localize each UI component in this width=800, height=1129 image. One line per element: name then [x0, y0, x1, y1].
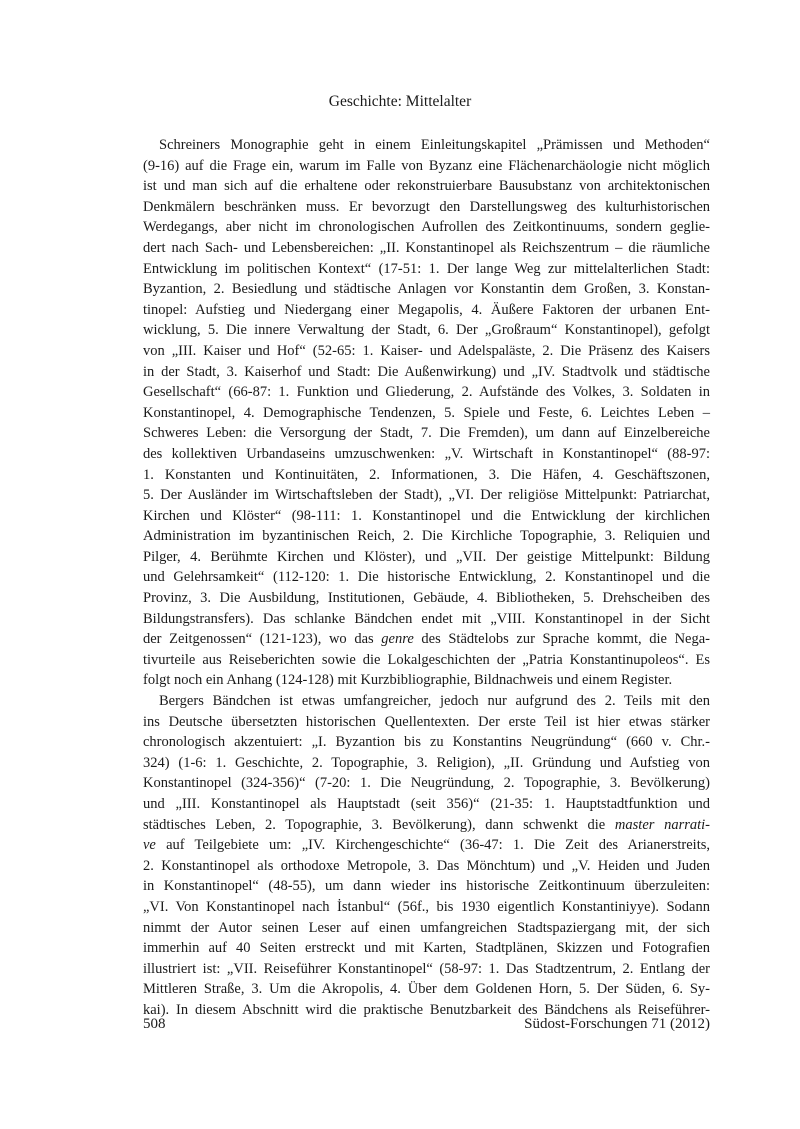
text-line: in Konstantinopel“ (48-55), um dann wieder ins historische Zeitkontinuum überzuleiten:: [143, 878, 710, 895]
text-line: ve auf Teilgebiete um: „IV. Kirchengeschichte“ (36-47: 1. Die Zeit des Arianerstreits,: [143, 837, 710, 854]
text-line: Byzantion, 2. Besiedlung und städtische Anlagen vor Konstantin dem Großen, 3. Konstan-: [143, 281, 710, 298]
text-line: Provinz, 3. Die Ausbildung, Institutionen, Gebäude, 4. Bibliotheken, 5. Drehscheiben des: [143, 590, 710, 607]
text-line: „VI. Von Konstantinopel nach İstanbul“ (56f., bis 1930 eigentlich Konstantiniyye). Sodann: [143, 898, 710, 915]
text-line: Kirchen und Klöster“ (98-111: 1. Konstantinopel und die Entwicklung der kirchlichen: [143, 507, 710, 524]
text-line: chronologisch akzentuiert: „I. Byzantion bis zu Konstantins Neugründung“ (660 v. Chr.-: [143, 734, 710, 751]
text-line: Mittleren Straße, 3. Um die Akropolis, 4. Über dem Goldenen Horn, 5. Der Süden, 6. Sy-: [143, 981, 710, 998]
text-line: und Gelehrsamkeit“ (112-120: 1. Die historische Entwicklung, 2. Konstantinopel und die: [143, 569, 710, 586]
text-line: Administration im byzantinischen Reich, 2. Die Kirchliche Topographie, 3. Reliquien und: [143, 528, 710, 545]
text-line: tinopel: Aufstieg und Niedergang einer Megapolis, 4. Äußere Faktoren der urbanen Ent-: [143, 301, 710, 318]
text-line: Konstantinopel (324-356)“ (7-20: 1. Die Neugründung, 2. Topographie, 3. Bevölkerung): [143, 775, 710, 792]
text-line: Entwicklung im politischen Kontext“ (17-51: 1. Der lange Weg zur mittelalterlichen Stadt:: [143, 260, 710, 277]
body-text: [143, 135, 710, 1021]
text-line: städtisches Leben, 2. Topographie, 3. Bevölkerung), dann schwenkt die master narrati-: [143, 816, 710, 833]
text-line: 1. Konstanten und Kontinuitäten, 2. Informationen, 3. Die Häfen, 4. Geschäftszonen,: [143, 466, 710, 483]
text-line: nimmt der Autor seinen Leser auf einen umfangreichen Stadtspaziergang mit, der sich: [143, 919, 710, 936]
text-line: 2. Konstantinopel als orthodoxe Metropole, 3. Das Mönchtum) und „V. Heiden und Juden: [143, 857, 710, 874]
text-line: der Zeitgenossen“ (121-123), wo das genre des Städtelobs zur Sprache kommt, die Nega-: [143, 631, 710, 648]
text-line: illustriert ist: „VII. Reiseführer Konstantinopel“ (58-97: 1. Das Stadtzentrum, 2. Entlang der: [143, 960, 710, 977]
text-line: ins Deutsche übersetzten historischen Quellentexten. Der erste Teil ist hier etwas stärker: [143, 713, 710, 730]
text-line: 5. Der Ausländer im Wirtschaftsleben der Stadt), „VI. Der religiöse Mittelpunkt: Patriarchat,: [143, 487, 710, 504]
text-line: Pilger, 4. Berühmte Kirchen und Klöster), und „VII. Der geistige Mittelpunkt: Bildung: [143, 548, 710, 565]
text-line: Denkmälern beschränken muss. Er bevorzugt den Darstellungsweg des kulturhistorischen: [143, 198, 710, 215]
text-line: in der Stadt, 3. Kaiserhof und Stadt: Die Außenwirkung) und „IV. Stadtvolk und städtische: [143, 363, 710, 380]
journal-citation: Südost-Forschungen 71 (2012): [524, 1016, 710, 1032]
text-line: wicklung, 5. Die innere Verwaltung der Stadt, 6. Der „Großraum“ Konstantinopel), gefolgt: [143, 322, 710, 339]
text-line: Gesellschaft“ (66-87: 1. Funktion und Gliederung, 2. Aufstände des Volkes, 3. Soldaten in: [143, 384, 710, 401]
text-line: des kollektiven Urbandaseins umzuschwenken: „V. Wirtschaft in Konstantinopel“ (88-97:: [143, 445, 710, 462]
text-line: immerhin auf 40 Seiten erstreckt und mit Karten, Stadtplänen, Skizzen und Fotografien: [143, 940, 710, 957]
text-line: Schweres Leben: die Versorgung der Stadt, 7. Die Fremden), um dann auf Einzelbereiche: [143, 425, 710, 442]
text-line: tivurteile aus Reiseberichten sowie die Lokalgeschichten der „Patria Konstantinupoleos“. Es: [143, 651, 710, 668]
text-line: und „III. Konstantinopel als Hauptstadt (seit 356)“ (21-35: 1. Hauptstadtfunktion und: [143, 796, 710, 812]
text-line: Schreiners Monographie geht in einem Einleitungskapitel „Prämissen und Methoden“: [159, 137, 710, 153]
text-line: Bildungstransfers). Das schlanke Bändchen endet mit „VIII. Konstantinopel in der Sicht: [143, 610, 710, 627]
text-line: dert nach Sach- und Lebensbereichen: „II. Konstantinopel als Reichszentrum – die räumliche: [143, 239, 710, 256]
text-line: (9-16) auf die Frage ein, warum im Falle von Byzanz eine Flächenarchäologie nicht möglich: [143, 157, 710, 174]
text-line: von „III. Kaiser und Hof“ (52-65: 1. Kaiser- und Adelspaläste, 2. Die Präsenz des Kaisers: [143, 342, 710, 359]
running-head: Geschichte: Mittelalter: [328, 93, 472, 110]
text-line: Werdegangs, aber nicht im chronologischen Aufrollen des Zeitkontinuums, sondern geglie-: [143, 219, 710, 236]
text-line: 324) (1-6: 1. Geschichte, 2. Topographie, 3. Religion), „II. Gründung und Aufstieg von: [143, 754, 710, 771]
text-line: ist und man sich auf die erhaltene oder rekonstruierbare Bausubstanz von architektonischen: [143, 178, 710, 195]
text-line: folgt noch ein Anhang (124-128) mit Kurzbibliographie, Bildnachweis und einem Register.: [143, 672, 673, 689]
text-line: kai). In diesem Abschnitt wird die praktische Benutzbarkeit des Bändchens als Reiseführer-: [143, 1001, 710, 1018]
text-line: Bergers Bändchen ist etwas umfangreicher, jedoch nur aufgrund des 2. Teils mit den: [159, 693, 710, 710]
page-number: 508: [143, 1016, 166, 1032]
text-line: Konstantinopel, 4. Demographische Tendenzen, 5. Spiele und Feste, 6. Leichtes Leben –: [143, 404, 710, 421]
